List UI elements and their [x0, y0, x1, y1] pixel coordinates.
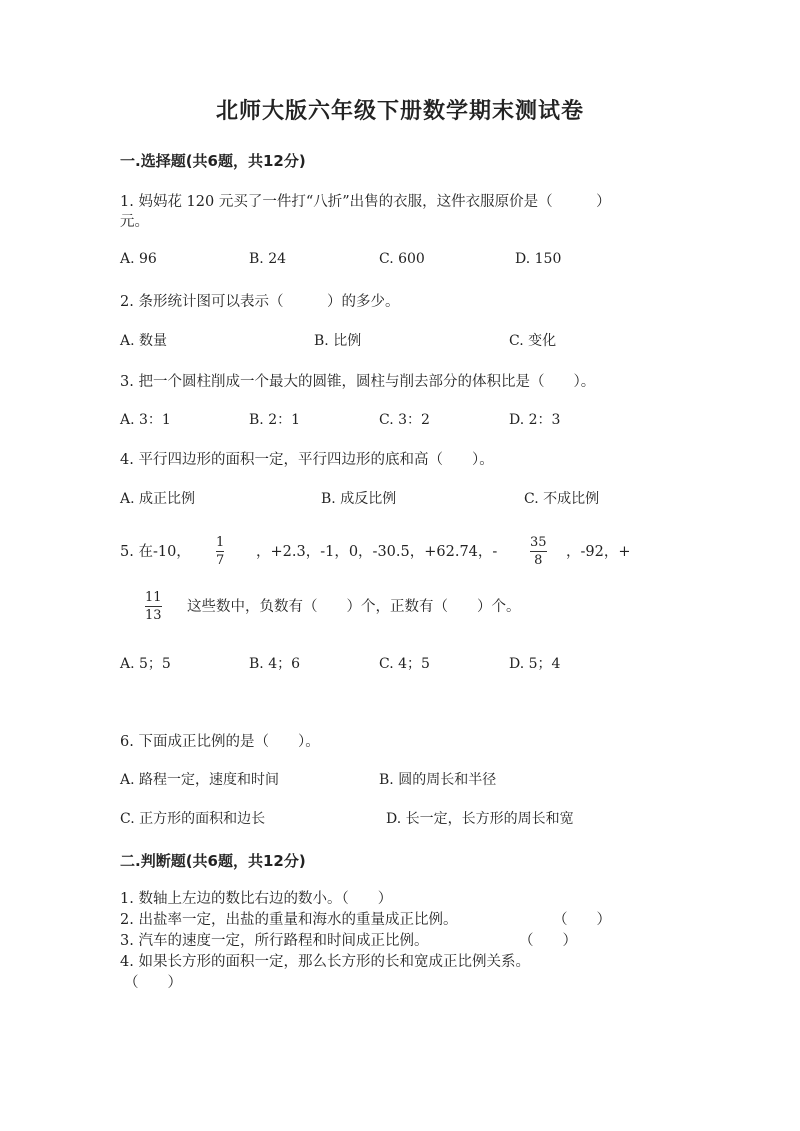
question-1-option-a: A. 96: [120, 251, 157, 267]
judge-item-3: 3. 汽车的速度一定，所行路程和时间成正比例。: [120, 933, 429, 949]
question-3-option-c: C. 3：2: [379, 412, 430, 428]
fraction-denominator: 8: [534, 553, 543, 568]
fraction-numerator: 1: [216, 535, 225, 550]
fraction-bar: [530, 551, 547, 552]
question-5-option-b: B. 4；6: [249, 656, 301, 672]
question-3-option-a: A. 3：1: [120, 412, 171, 428]
question-1-option-d: D. 150: [515, 251, 562, 267]
fraction-bar: [145, 606, 162, 607]
question-1-text-cont: 元。: [120, 214, 149, 230]
question-5-middle: ，+2.3，-1，0，-30.5，+62.74，-: [256, 544, 498, 560]
question-3-option-d: D. 2：3: [509, 412, 561, 428]
question-6-option-d: D. 长一定，长方形的周长和宽: [386, 811, 574, 827]
page-title: 北师大版六年级下册数学期末测试卷: [215, 99, 584, 124]
question-1-option-b: B. 24: [249, 251, 287, 267]
question-3-text: 3. 把一个圆柱削成一个最大的圆锥，圆柱与削去部分的体积比是（ ）。: [120, 374, 596, 390]
fraction-bar: [216, 551, 224, 552]
fraction-denominator: 13: [145, 608, 162, 623]
question-3-option-b: B. 2：1: [249, 412, 301, 428]
judge-item-2: 2. 出盐率一定，出盐的重量和海水的重量成正比例。: [120, 912, 458, 928]
question-5-suffix: ，-92，+: [566, 544, 631, 560]
fraction-denominator: 7: [216, 553, 225, 568]
question-1-option-c: C. 600: [379, 251, 425, 267]
question-6-option-b: B. 圆的周长和半径: [379, 772, 497, 788]
question-5-line2: 这些数中，负数有（ ）个，正数有（ ）个。: [187, 599, 521, 615]
question-2-option-b: B. 比例: [314, 333, 362, 349]
question-6-text: 6. 下面成正比例的是（ ）。: [120, 734, 320, 750]
question-5-option-d: D. 5；4: [509, 656, 561, 672]
fraction-11-13: [145, 590, 162, 623]
question-4-option-b: B. 成反比例: [321, 491, 397, 507]
question-5-prefix: 5. 在-10，: [120, 544, 191, 560]
fraction-numerator: 11: [145, 590, 162, 605]
fraction-35-8: [530, 535, 547, 568]
judge-item-3-bracket: （ ）: [519, 933, 577, 949]
question-2-text: 2. 条形统计图可以表示（ ）的多少。: [120, 294, 400, 310]
question-4-option-c: C. 不成比例: [524, 491, 600, 507]
section-heading-judge: 二.判断题(共6题，共12分): [120, 852, 306, 870]
question-6-option-a: A. 路程一定，速度和时间: [120, 772, 280, 788]
judge-item-2-bracket: （ ）: [553, 912, 611, 928]
judge-item-4: 4. 如果长方形的面积一定，那么长方形的长和宽成正比例关系。: [120, 954, 530, 970]
question-6-option-c: C. 正方形的面积和边长: [120, 811, 266, 827]
fraction-numerator: 35: [530, 535, 547, 550]
question-4-option-a: A. 成正比例: [120, 491, 196, 507]
question-1-text: 1. 妈妈花 120 元买了一件打“八折”出售的衣服，这件衣服原价是（ ）: [120, 194, 611, 210]
question-5-option-a: A. 5；5: [120, 656, 171, 672]
question-2-option-a: A. 数量: [120, 333, 168, 349]
judge-item-1: 1. 数轴上左边的数比右边的数小。（ ）: [120, 891, 393, 907]
question-4-text: 4. 平行四边形的面积一定，平行四边形的底和高（ ）。: [120, 452, 494, 468]
question-5-option-c: C. 4；5: [379, 656, 430, 672]
fraction-1-7: [216, 535, 224, 568]
judge-item-4-bracket: （ ）: [124, 975, 182, 991]
section-heading-choice: 一.选择题(共6题，共12分): [120, 152, 306, 170]
question-2-option-c: C. 变化: [509, 333, 557, 349]
